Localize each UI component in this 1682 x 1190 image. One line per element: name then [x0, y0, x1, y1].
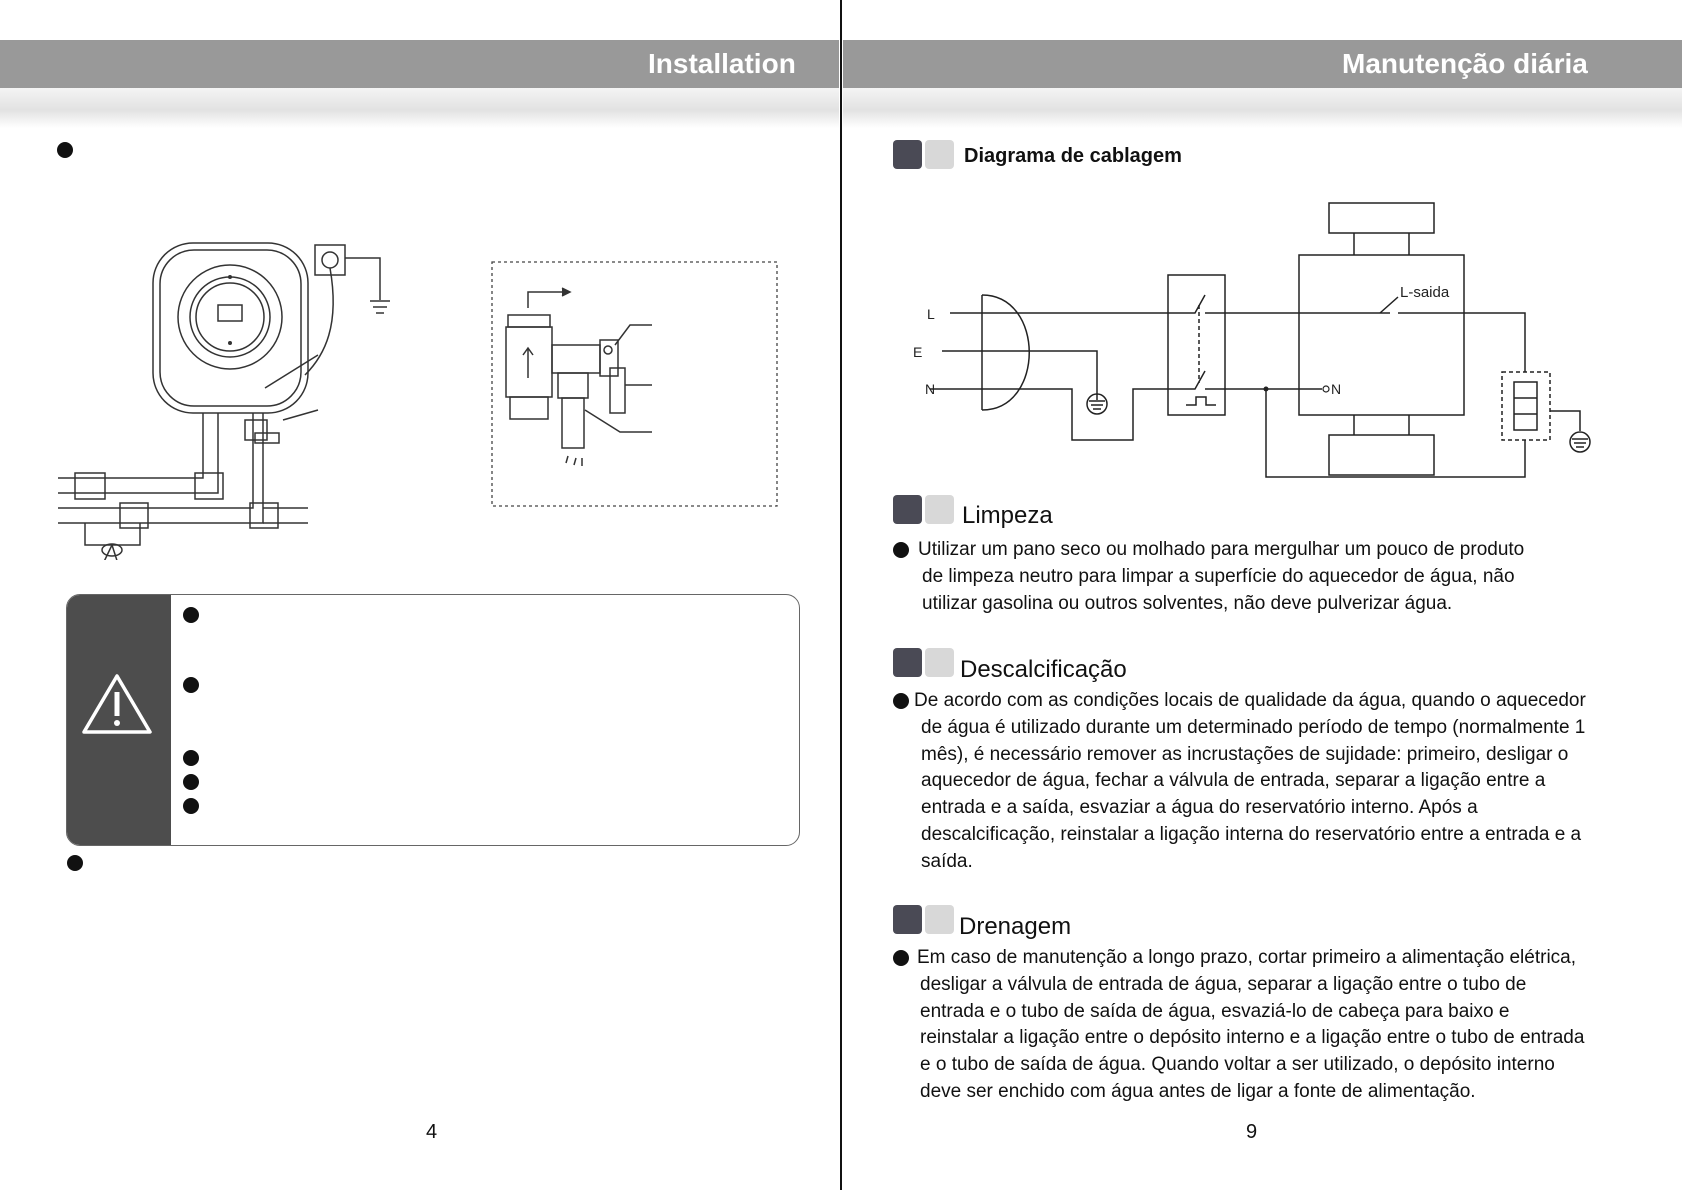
text-line: e o tubo de saída de água. Quando voltar a ser utilizado, o depósito interno: [920, 1054, 1555, 1076]
warning-triangle-icon: [81, 672, 153, 736]
section-text-drenagem: [917, 945, 1584, 1106]
bullet-dot: [67, 855, 83, 871]
text-line: descalcificação, reinstalar a ligação interna do reservatório entre a entrada e a: [921, 823, 1582, 845]
wiring-label-e: E: [913, 344, 923, 360]
bullet-dot: [183, 798, 199, 814]
section-marker-light: [925, 905, 954, 934]
text-line: De acordo com as condições locais de qualidade da água, quando o aquecedor: [914, 690, 1586, 711]
section-marker-light: [925, 140, 954, 169]
text-line: deve ser enchido com água antes de ligar a fonte de alimentação.: [920, 1080, 1476, 1102]
bullet-dot: [893, 950, 909, 966]
left-header-title: Installation: [648, 48, 796, 79]
right-header-fade: [843, 88, 1682, 128]
bullet-dot: [183, 774, 199, 790]
section-title-drenagem: Drenagem: [959, 913, 1072, 940]
right-page-number: 9: [1246, 1121, 1258, 1143]
right-header-title: Manutenção diária: [1342, 48, 1588, 79]
section-title-limpeza: Limpeza: [962, 502, 1053, 529]
text-line: mês), é necessário remover as incrustações de sujidade: primeiro, desligar o: [921, 743, 1569, 765]
text-line: entrada e o tubo de saída de água, esvaziá-lo de cabeça para baixo e: [920, 1000, 1510, 1022]
left-header-fade: [0, 88, 839, 128]
bullet-dot: [183, 750, 199, 766]
section-title-descalcificacao: Descalcificação: [960, 656, 1127, 683]
text-line: de água é utilizado durante um determinado período de tempo (normalmente 1: [921, 716, 1586, 738]
section-text-limpeza: [918, 537, 1524, 617]
text-line: reinstalar a ligação entre o depósito interno e a ligação entre o tubo de entrada: [920, 1027, 1585, 1049]
wiring-diagram: [900, 195, 1600, 495]
wiring-title: Diagrama de cablagem: [964, 145, 1182, 167]
page-divider: [840, 0, 842, 1190]
text-line: utilizar gasolina ou outros solventes, não deve pulverizar água.: [922, 592, 1453, 614]
wiring-label-l-saida: L-saida: [1400, 284, 1450, 301]
bullet-dot: [183, 677, 199, 693]
text-line: Utilizar um pano seco ou molhado para mergulhar um pouco de produto: [918, 539, 1525, 560]
wiring-label-n-terminal: N: [1331, 381, 1342, 397]
safety-valve-figure: [490, 260, 780, 508]
wiring-label-n: N: [925, 381, 936, 397]
warning-sidebar: [67, 595, 171, 845]
text-line: de limpeza neutro para limpar a superfície do aquecedor de água, não: [922, 565, 1515, 587]
text-line: desligar a válvula de entrada de água, separar a ligação entre o tubo de: [920, 973, 1527, 995]
water-heater-installation-figure: [50, 225, 430, 560]
text-line: aquecedor de água, fechar a válvula de entrada, separar a ligação entre a: [921, 770, 1546, 792]
warning-box: [66, 594, 800, 846]
text-line: entrada e a saída, esvaziar a água do reservatório interno. Após a: [921, 797, 1478, 819]
text-line: saída.: [921, 850, 973, 872]
section-marker-light: [925, 495, 954, 524]
bullet-dot: [893, 542, 909, 558]
section-marker-light: [925, 648, 954, 677]
text-line: Em caso de manutenção a longo prazo, cortar primeiro a alimentação elétrica,: [917, 947, 1577, 968]
wiring-label-l: L: [927, 306, 935, 322]
bullet-dot: [183, 607, 199, 623]
section-marker-dark: [893, 905, 922, 934]
bullet-dot: [57, 142, 73, 158]
section-marker-dark: [893, 648, 922, 677]
bullet-dot: [893, 693, 909, 709]
left-page-number: 4: [426, 1121, 438, 1143]
section-marker-dark: [893, 495, 922, 524]
section-marker-dark: [893, 140, 922, 169]
section-text-descalcificacao: [914, 688, 1586, 876]
